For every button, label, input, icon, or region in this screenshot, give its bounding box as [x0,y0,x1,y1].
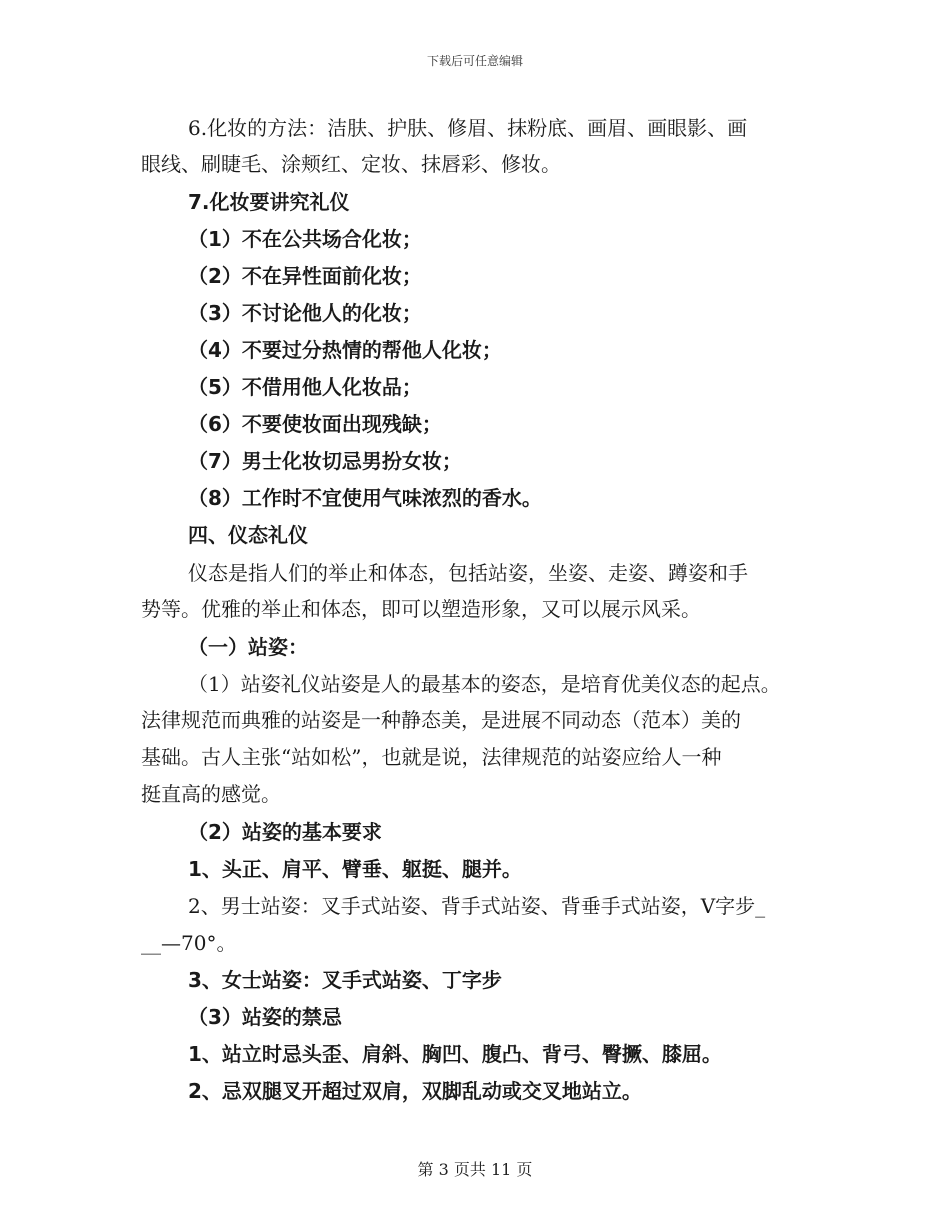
list-item: （3）不讨论他人的化妆； [188,301,422,325]
paragraph-line: 法律规范而典雅的站姿是一种静态美，是进展不同动态（范本）美的 [141,708,741,732]
list-item: 1、站立时忌头歪、肩斜、胸凹、腹凸、背弓、臀撅、膝屈。 [188,1042,722,1066]
list-item: （8）工作时不宜使用气味浓烈的香水。 [188,486,542,510]
list-item: 2、忌双腿叉开超过双肩，双脚乱动或交叉地站立。 [188,1079,642,1103]
list-item: 3、女士站姿：叉手式站姿、丁字步 [188,968,502,992]
paragraph-line: __—70°。 [141,931,237,955]
list-item: （1）不在公共场合化妆； [188,227,422,251]
section-heading: 7.化妆要讲究礼仪 [188,190,350,214]
subsection-heading: （2）站姿的基本要求 [188,820,382,844]
list-item: （5）不借用他人化妆品； [188,375,422,399]
list-item: 1、头正、肩平、臂垂、躯挺、腿并。 [188,857,522,881]
section-heading: 四、仪态礼仪 [188,523,308,547]
paragraph-line: 势等。优雅的举止和体态，即可以塑造形象，又可以展示风采。 [141,597,701,621]
paragraph-line: 眼线、刷睫毛、涂颊红、定妆、抹唇彩、修妆。 [141,152,561,176]
paragraph-line: 挺直高的感觉。 [141,782,281,806]
page-footer: 第 3 页共 11 页 [417,1160,533,1179]
subsection-heading: （一）站姿： [188,635,308,659]
list-item: （7）男士化妆切忌男扮女妆； [188,449,462,473]
paragraph-line: 6.化妆的方法：洁肤、护肤、修眉、抹粉底、画眉、画眼影、画 [188,116,748,140]
paragraph-line: 基础。古人主张“站如松”，也就是说，法律规范的站姿应给人一种 [141,745,722,769]
list-item: （2）不在异性面前化妆； [188,264,422,288]
paragraph-line: （1）站姿礼仪站姿是人的最基本的姿态，是培育优美仪态的起点。 [188,672,781,696]
subsection-heading: （3）站姿的禁忌 [188,1005,342,1029]
paragraph-line: 仪态是指人们的举止和体态，包括站姿，坐姿、走姿、蹲姿和手 [188,561,748,585]
list-item: （4）不要过分热情的帮他人化妆； [188,338,502,362]
list-item: （6）不要使妆面出现残缺； [188,412,442,436]
paragraph-line: 2、男士站姿：叉手式站姿、背手式站姿、背垂手式站姿，V字步_ [188,894,766,918]
page-header: 下载后可任意编辑 [426,54,523,68]
